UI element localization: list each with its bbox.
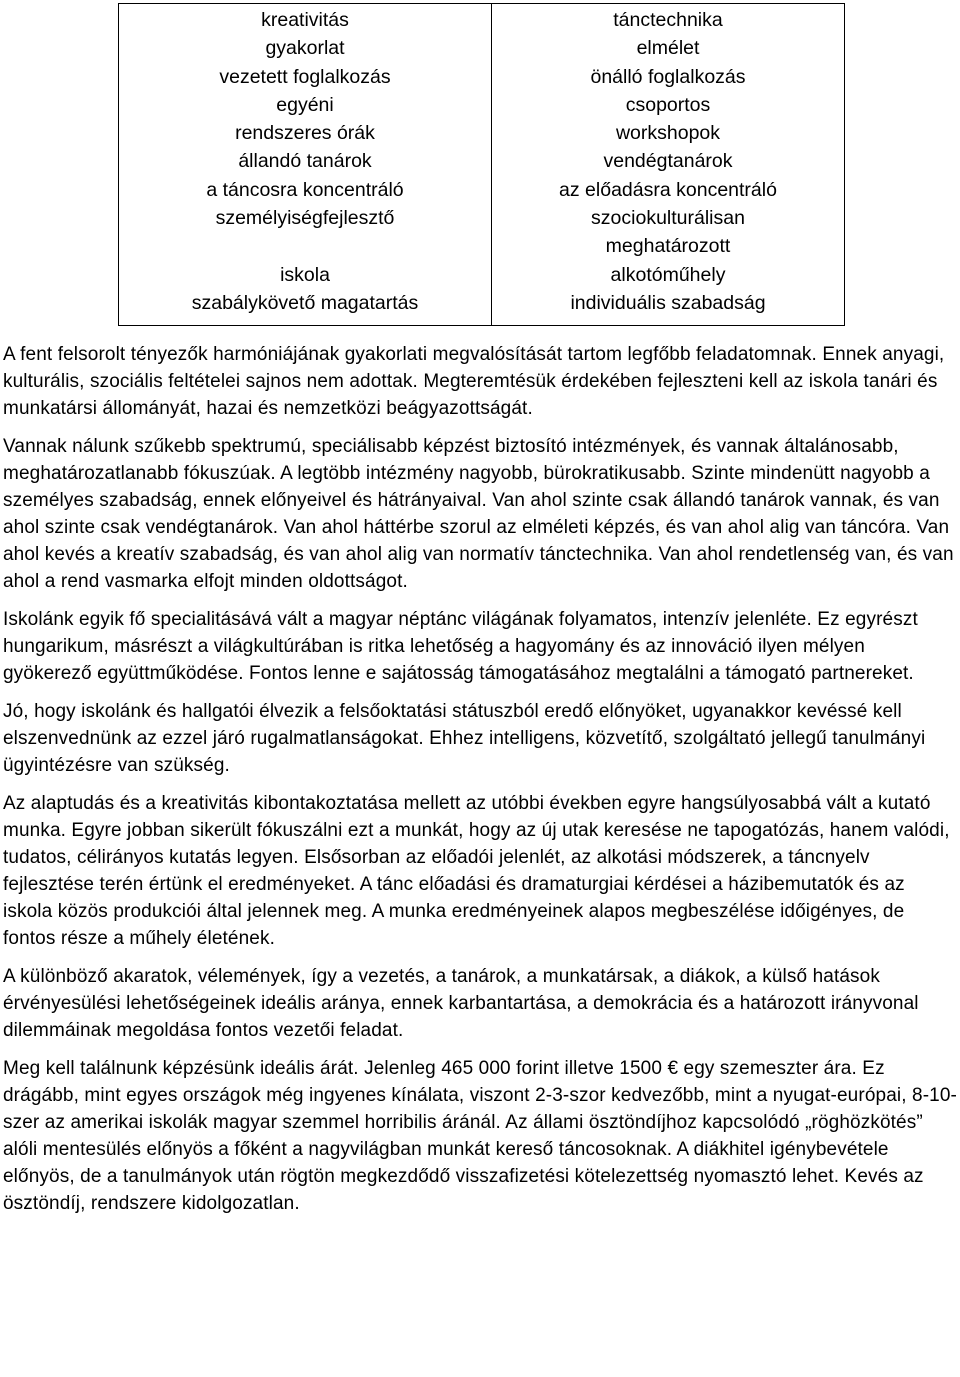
right-item: önálló foglalkozás bbox=[590, 65, 746, 88]
left-item: vezetett foglalkozás bbox=[219, 65, 391, 88]
right-item: az előadásra koncentráló bbox=[559, 178, 777, 201]
right-item: workshopok bbox=[615, 122, 721, 145]
left-item: rendszeres órák bbox=[235, 122, 375, 145]
left-item: kreativitás bbox=[261, 9, 349, 31]
right-item: elmélet bbox=[636, 37, 700, 60]
left-item: egyéni bbox=[276, 93, 334, 116]
right-item: meghatározott bbox=[605, 235, 731, 258]
table-row bbox=[119, 4, 845, 326]
left-item-spacer bbox=[119, 232, 491, 260]
right-item: individuális szabadság bbox=[570, 291, 766, 314]
paragraph: Jó, hogy iskolánk és hallgatói élvezik a felsőoktatási státuszból eredő előnyöket, ugyanakkor kevéssé kell elszenvednünk az ezzel járó rugalmatlanságokat. Ehhez intelligens, közvetítő, szolgáltató jellegű tanulmányi ügyintézésre van szükség. bbox=[3, 701, 926, 776]
paragraph: A különböző akaratok, vélemények, így a vezetés, a tanárok, a munkatársak, a diákok, a külső hatások érvényesülési lehetőségeinek ideális aránya, ennek karbantartása, a demokrácia és a határozott irányvonal dilemmáinak megoldása fontos vezetői feladat. bbox=[3, 966, 919, 1041]
left-item: személyiségfejlesztő bbox=[215, 207, 395, 230]
paragraph: Az alaptudás és a kreativitás kibontakoztatása mellett az utóbbi években egyre hangsúlyosabbá vált a kutató munka. Egyre jobban sikerült fókuszálni ezt a munkát, hogy az új utak keresése ne tapogatózás, hanem valódi, tudatos, célirányos kutatás legyen. Elsősorban az előadói jelenlét, az alkotási módszerek, a táncnyelv fejlesztése terén értünk el eredményeket. A tánc előadási és dramaturgiai kérdései a házibemutatók és az iskola közös produkciói által jelennek meg. A munka eredményeinek alapos megbeszélése időigényes, de fontos része a műhely életének. bbox=[3, 793, 950, 949]
comparison-table bbox=[118, 3, 845, 326]
paragraph: A fent felsorolt tényezők harmóniájának gyakorlati megvalósítását tartom legfőbb feladatomnak. Ennek anyagi, kulturális, szociális feltételei sajnos nem adottak. Megteremtésük érdekében fejleszteni kell az iskola tanári és munkatársi állományát, hazai és nemzetközi beágyazottságát. bbox=[3, 344, 945, 419]
paragraph: Meg kell találnunk képzésünk ideális árát. Jelenleg 465 000 forint illetve 1500 € egy szemeszter ára. Ez drágább, mint egyes országok még ingyenes kínálata, viszont 2-3-szor kedvezőbb, mint a nyugat-európai, 8-10-szer az amerikai iskolák magyar szemmel horribilis áránál. Az állami ösztöndíjhoz kapcsolódó „röghözkötés” alóli mentesülés előnyös a főként a nagyvilágban munkát kereső táncosoknak. A diákhitel igénybevétele előnyös, de a tanulmányok után rögtön megkezdődő visszafizetési kötelezettség nyomasztó lehet. Kevés az ösztöndíj, rendszere kidolgozatlan. bbox=[3, 1058, 957, 1214]
paragraph: Iskolánk egyik fő specialitásává vált a magyar néptánc világának folyamatos, intenzív jelenléte. Ez egyrészt hungarikum, másrészt a világkultúrában is ritka lehetőség a hagyomány és az innováció ilyen mélyen gyökerező együttműködése. Fontos lenne e sajátosság támogatásához megtalálni a támogató partnereket. bbox=[3, 609, 918, 684]
right-item: szociokulturálisan bbox=[591, 207, 745, 230]
left-item: állandó tanárok bbox=[238, 150, 372, 173]
right-column-cell bbox=[492, 4, 845, 326]
paragraph: Vannak nálunk szűkebb spektrumú, speciálisabb képzést biztosító intézmények, és vannak általánosabb, meghatározatlanabb fókuszúak. A legtöbb intézmény nagyobb, bürokratikusabb. Szinte mindenütt nagyobb a személyes szabadság, ennek előnyeivel és hátrányaival. Van ahol szinte csak állandó tanárok vannak, és van ahol szinte csak vendégtanárok. Van ahol háttérbe szorul az elméleti képzés, és van ahol alig van táncóra. Van ahol kevés a kreatív szabadság, és van ahol alig van normatív tánctechnika. Van ahol rendetlenség van, és van ahol a rend vasmarka elfojt minden oldottságot. bbox=[3, 436, 954, 592]
body-text bbox=[3, 341, 958, 1228]
left-column-cell bbox=[119, 4, 492, 326]
left-item: iskola bbox=[280, 263, 330, 286]
right-item: vendégtanárok bbox=[603, 150, 733, 173]
right-item: tánctechnika bbox=[613, 9, 723, 31]
right-item: alkotóműhely bbox=[610, 263, 726, 286]
right-item: csoportos bbox=[625, 93, 711, 116]
left-item: a táncosra koncentráló bbox=[206, 178, 404, 201]
left-item: szabálykövető magatartás bbox=[191, 291, 419, 314]
left-item: gyakorlat bbox=[265, 37, 345, 60]
